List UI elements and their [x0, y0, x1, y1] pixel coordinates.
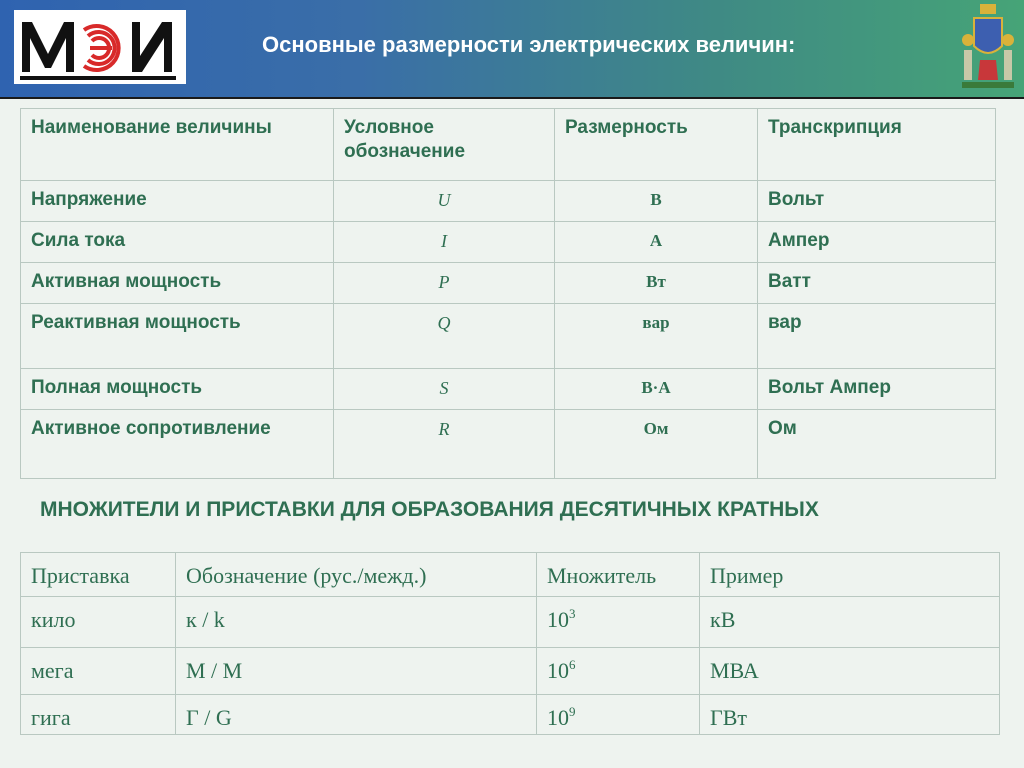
quantity-symbol: R	[334, 410, 555, 479]
prefix-example: МВА	[700, 648, 1000, 695]
header-cell: Наименование величины	[21, 109, 334, 181]
multiplier-exponent: 9	[569, 704, 576, 719]
table-row	[21, 695, 1000, 735]
prefix-example: кВ	[700, 597, 1000, 648]
header-cell: Размерность	[555, 109, 758, 181]
prefix-designation: М / M	[176, 648, 537, 695]
table-row	[21, 181, 996, 222]
table-row	[21, 597, 1000, 648]
mei-logo	[14, 10, 186, 84]
table-row	[21, 648, 1000, 695]
table-row	[21, 369, 996, 410]
quantity-unit: В	[555, 181, 758, 222]
quantity-symbol: S	[334, 369, 555, 410]
quantity-transcription: Ампер	[758, 222, 996, 263]
prefix-table	[20, 552, 1000, 735]
prefix-name: кило	[21, 597, 176, 648]
quantity-name: Напряжение	[21, 181, 334, 222]
header-cell: Приставка	[21, 553, 176, 597]
quantity-name: Полная мощность	[21, 369, 334, 410]
quantity-symbol: P	[334, 263, 555, 304]
section-heading: МНОЖИТЕЛИ И ПРИСТАВКИ ДЛЯ ОБРАЗОВАНИЯ ДЕСЯТИЧНЫХ КРАТНЫХ	[40, 498, 819, 521]
header-cell: Обозначение (рус./межд.)	[176, 553, 537, 597]
multiplier-exponent: 3	[569, 606, 576, 621]
table-header-row	[21, 553, 1000, 597]
quantity-transcription: Ом	[758, 410, 996, 479]
quantities-table	[20, 108, 996, 479]
quantity-symbol: I	[334, 222, 555, 263]
table-row	[21, 222, 996, 263]
table-row	[21, 304, 996, 369]
quantity-transcription: Вольт	[758, 181, 996, 222]
quantity-unit: вар	[555, 304, 758, 369]
prefix-example: ГВт	[700, 695, 1000, 735]
header-cell: Множитель	[537, 553, 700, 597]
header-cell: Условное обозначение	[334, 109, 555, 181]
quantity-transcription: вар	[758, 304, 996, 369]
quantity-name: Активная мощность	[21, 263, 334, 304]
prefix-designation: к / k	[176, 597, 537, 648]
quantity-unit: А	[555, 222, 758, 263]
header-divider	[0, 97, 1024, 99]
page-title: Основные размерности электрических величин:	[262, 32, 796, 57]
prefix-multiplier	[537, 648, 700, 695]
multiplier-base: 10	[547, 658, 569, 683]
quantity-name: Активное сопротивление	[21, 410, 334, 479]
quantity-transcription: Ватт	[758, 263, 996, 304]
header-cell: Пример	[700, 553, 1000, 597]
prefix-name: гига	[21, 695, 176, 735]
multiplier-base: 10	[547, 607, 569, 632]
quantity-unit: В·А	[555, 369, 758, 410]
multiplier-base: 10	[547, 705, 569, 730]
header-cell: Транскрипция	[758, 109, 996, 181]
quantity-unit: Вт	[555, 263, 758, 304]
prefix-multiplier	[537, 597, 700, 648]
table-row	[21, 263, 996, 304]
prefix-name: мега	[21, 648, 176, 695]
quantity-name: Сила тока	[21, 222, 334, 263]
table-header-row	[21, 109, 996, 181]
multiplier-exponent: 6	[569, 657, 576, 672]
quantity-name: Реактивная мощность	[21, 304, 334, 369]
prefix-multiplier	[537, 695, 700, 735]
table-row	[21, 410, 996, 479]
prefix-designation: Г / G	[176, 695, 537, 735]
quantity-unit: Ом	[555, 410, 758, 479]
quantity-symbol: Q	[334, 304, 555, 369]
quantity-symbol: U	[334, 181, 555, 222]
coat-of-arms-icon	[958, 0, 1018, 92]
quantity-transcription: Вольт Ампер	[758, 369, 996, 410]
